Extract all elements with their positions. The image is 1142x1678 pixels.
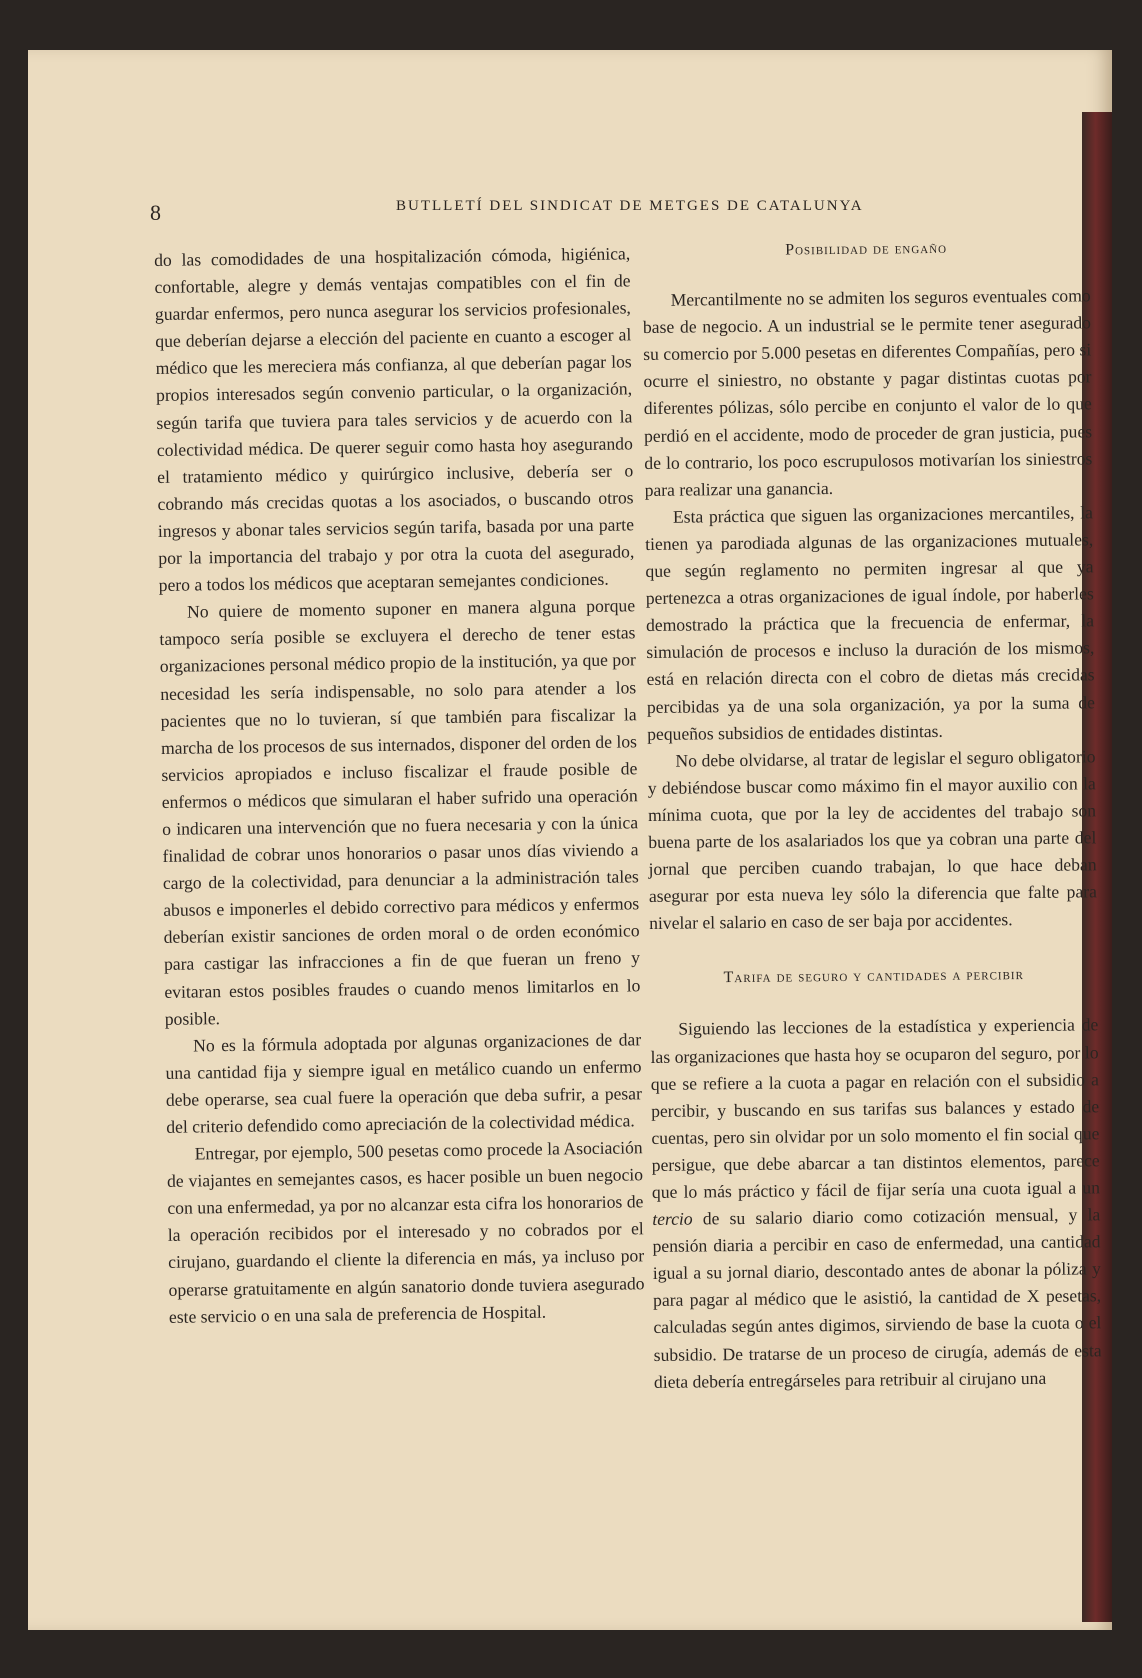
paragraph: Mercantilmente no se admiten los seguros eventuales como base de negocio. A un industrial se le permite tener asegurado su comercio por 5.000 pesetas en diferentes Compañías, pero si ocurre el siniestro, no obstante y pagar distintas cuotas por diferentes pólizas, sólo percibe en conjunto el valor de lo que perdió en el accidente, modo de proceder de gran justicia, pues de lo contrario, los poco escrupulosos motivarían los siniestros para realizar una ganancia.	[642, 285, 1093, 500]
italic-word: tercio	[652, 1208, 693, 1230]
paragraph	[650, 1012, 1102, 1396]
paragraph: Esta práctica que siguen las organizaciones mercantiles, la tienen ya parodiada algunas de las organizaciones mutuales, que según reglamento no permiten ingresar al que ya pertenezca a otras organizaciones de igual índole, por haberles demostrado la práctica que la frecuencia de enfermar, la simulación de procesos e incluso la duración de los mismos, está en relación directa con el cobro de dietas más crecidas percibidas ya de una sola organización, ya por la suma de pequeños subsidios de entidades distintas.	[645, 502, 1095, 744]
section-heading: Posibilidad de engaño	[785, 239, 948, 259]
right-column	[642, 233, 1102, 1395]
paragraph-text: de su salario diario como cotización mensual, y la pensión diaria a percibir en caso de enfermedad, una cantidad igual a su jornal diario, descontado antes de abonar la póliza y para pagar al médico que le asistió, la cantidad de X pesetas, calculadas según antes digimos, sirviendo de base la cuota o el subsidio. De tratarse de un proceso de cirugía, además de esta dieta debería entregárseles para retribuir al cirujano una	[652, 1204, 1102, 1392]
left-column	[154, 240, 645, 1330]
paragraph: do las comodidades de una hospitalización cómoda, higiénica, confortable, alegre y demás ventajas compatibles con el fin de guardar enfermos, pero nunca asegurar los servicios profesionales, que deberían dejarse a elección del paciente en cuanto a escoger al médico que les mereciera más confianza, al que deberían pagar los propios interesados según convenio particular, o la organización, según tarifa que tuviera para tales servicios y de acuerdo con la colectividad médica. De querer seguir como hasta hoy asegurando el tratamiento médico y quirúrgico inclusive, debería ser o cobrando más crecidas quotas a los asociados, o buscando otros ingresos y abonar tales servicios según tarifa, basada por una parte por la importancia del trabajo y por otra la cuota del asegurado, pero a todos los médicos que aceptaran semejantes condiciones.	[154, 243, 635, 596]
paragraph: No es la fórmula adoptada por algunas organizaciones de dar una cantidad fija y siempre igual en metálico cuando un enfermo debe operarse, sea cual fuere la operación que deba sufrir, a pesar del criterio defendido como apreciación de la colectividad médica.	[165, 1028, 643, 1137]
running-head: BUTLLETÍ DEL SINDICAT DE METGES DE CATALUNYA	[396, 198, 864, 214]
paragraph: Entregar, por ejemplo, 500 pesetas como procede la Asociación de viajantes en semejantes casos, es hacer posible un buen negocio con una enfermedad, ya por no alcanzar esta cifra los honorarios de la operación recibidos por el interesado y no cobrados por el cirujano, guardando el cliente la diferencia en más, ya incluso por operarse gratuitamente en algún sanatorio donde tuviera asegurado este servicio o en una sala de preferencia de Hospital.	[166, 1137, 645, 1327]
paragraph: No debe olvidarse, al tratar de legislar el seguro obligatorio y debiéndose buscar como máximo fin el mayor auxilio con la mínima cuota, que por la ley de accidentes del trabajo son buena parte de los asalariados los que ya cobran una parte del jornal que perciben cuando trabajan, lo que hace deban asegurar por esta nueva ley sólo la diferencia que falte para nivelar el salario en caso de ser baja por accidentes.	[647, 745, 1097, 934]
paragraph-text: Siguiendo las lecciones de la estadística y experiencia de las organizaciones que hasta hoy se ocuparon del seguro, por lo que se refiere a la cuota a pagar en relación con el subsidio a percibir, y buscando en sus tarifas sus balances y estado de cuentas, pero sin olvidar por un solo momento el fin social que persigue, que debe abarcar a tan distintos elementos, parece que lo más práctico y fácil de fijar sería una cuota igual a un	[650, 1014, 1101, 1202]
paragraph: No quiere de momento suponer en manera alguna porque tampoco sería posible se excluyera el derecho de tener estas organizaciones personal médico propio de la institución, ya que por necesidad les sería indispensable, no solo para atender a los pacientes que no lo tuvieran, sí que también para fiscalizar la marcha de los procesos de sus internados, disponer del orden de los servicios apropiados e incluso fiscalizar el fraude posible de enfermos o médicos que simularan el haber sufrido una operación o indicaren una intervención que no fuera necesaria y con la única finalidad de cobrar unos honorarios o pasar unos días viviendo a cargo de la colectividad, para denunciar a la administración tales abusos e imponerles el debido correctivo para médicos y enfermos deberían existir sanciones de orden moral o de orden económico para castigar las infracciones a fin de que fueran un freno y evitaran estos posibles fraudes o cuando menos limitarlos en lo posible.	[159, 595, 641, 1029]
page-number: 8	[150, 200, 161, 225]
section-heading: Tarifa de seguro y cantidades a percibir	[723, 966, 1024, 987]
